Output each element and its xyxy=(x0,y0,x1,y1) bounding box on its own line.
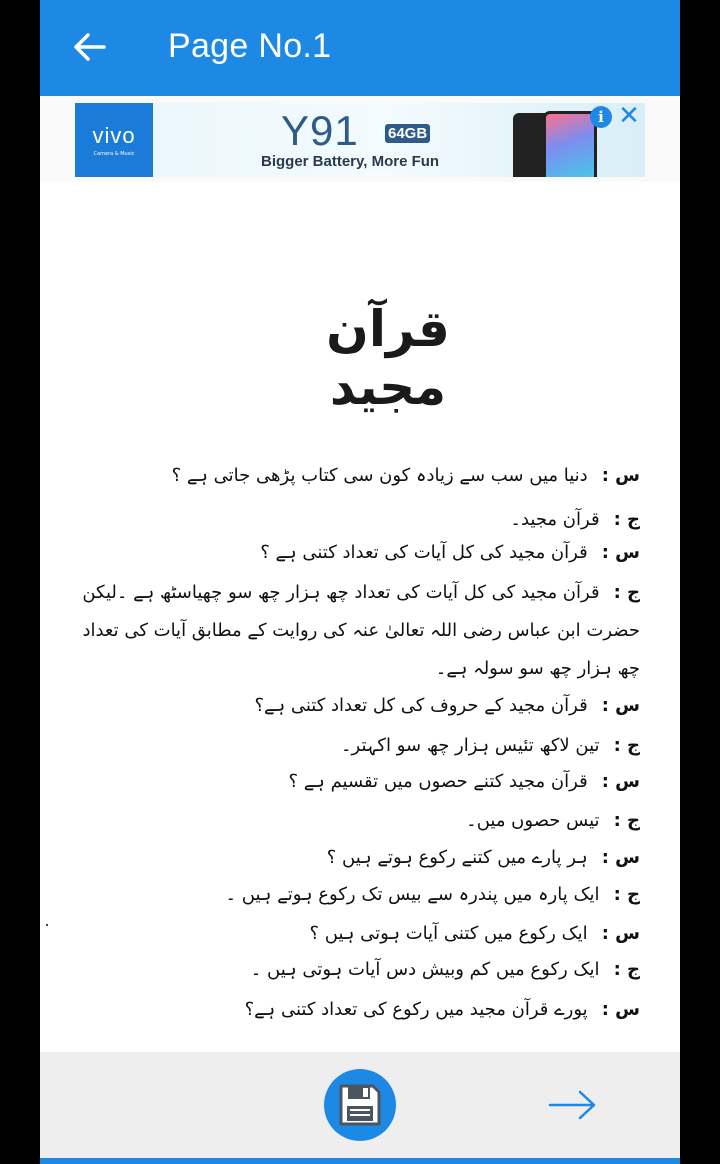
bottom-bar xyxy=(40,1052,680,1158)
arrow-right-icon xyxy=(548,1088,598,1122)
entry: ج :ایک رکوع میں کم وبیش دس آیات ہوتی ہیں ۔ xyxy=(250,959,640,980)
floppy-disk-icon xyxy=(338,1083,382,1127)
page-heading: قرآن مجید xyxy=(326,300,450,416)
entry: س :پورے قرآن مجید میں رکوع کی تعداد کتنی ہے؟ xyxy=(244,999,640,1020)
ad-tagline: Bigger Battery, More Fun xyxy=(261,153,440,170)
next-page-button[interactable] xyxy=(548,1088,598,1122)
back-button[interactable] xyxy=(70,30,110,64)
entry: س :قرآن مجید کی کل آیات کی تعداد کتنی ہے ؟ xyxy=(260,542,640,563)
entry: س :ایک رکوع میں کتنی آیات ہوتی ہیں ؟ xyxy=(309,923,640,944)
bottom-accent-line xyxy=(40,1158,680,1164)
entry: س :دنیا میں سب سے زیادہ کون سی کتاب پڑھی جاتی ہے ؟ xyxy=(171,465,640,486)
ad-model: Y91 xyxy=(281,107,359,154)
save-button[interactable] xyxy=(324,1069,396,1141)
app-screen xyxy=(40,0,680,1164)
info-icon[interactable]: i xyxy=(590,106,612,128)
ad-area xyxy=(40,96,680,182)
book-page xyxy=(40,182,680,1052)
ad-brand-name: vivo xyxy=(92,123,136,148)
entry: س :قرآن مجید کتنے حصوں میں تقسیم ہے ؟ xyxy=(288,771,640,792)
entry: ج :قرآن مجید کی کل آیات کی تعداد چھ ہزار چھ سو چھیاسٹھ ہے ۔لیکن حضرت ابن عباس رضی اللہ تعالیٰ عنہ کی روایت کے مطابق آیات کی تعداد چھ ہزار چھ سو سولہ ہے۔ xyxy=(82,582,640,679)
entry: س :ہر پارے میں کتنے رکوع ہوتے ہیں ؟ xyxy=(326,847,640,868)
entry: س :قرآن مجید کے حروف کی کل تعداد کتنی ہے؟ xyxy=(254,695,640,716)
ad-phone-front xyxy=(543,111,597,177)
app-bar xyxy=(40,0,680,96)
entry: ج :قرآن مجید۔ xyxy=(510,509,640,530)
page-speck xyxy=(46,924,48,926)
entry: ج :تیس حصوں میں۔ xyxy=(466,810,640,831)
ad-banner[interactable] xyxy=(75,103,645,177)
ad-phone-image xyxy=(513,111,601,177)
page-title: Page No.1 xyxy=(168,27,332,65)
entry: ج :ایک پارہ میں پندرہ سے بیس تک رکوع ہوتے ہیں ۔ xyxy=(225,884,640,905)
entry: ج :تین لاکھ تئیس ہزار چھ سو اکہتر۔ xyxy=(340,735,640,756)
ad-storage-badge: 64GB xyxy=(385,124,430,143)
ad-brand-logo xyxy=(75,103,153,177)
arrow-left-icon xyxy=(70,30,110,64)
close-icon[interactable]: ✕ xyxy=(618,101,640,131)
ad-brand-tagline: Camera & Music xyxy=(93,151,135,157)
